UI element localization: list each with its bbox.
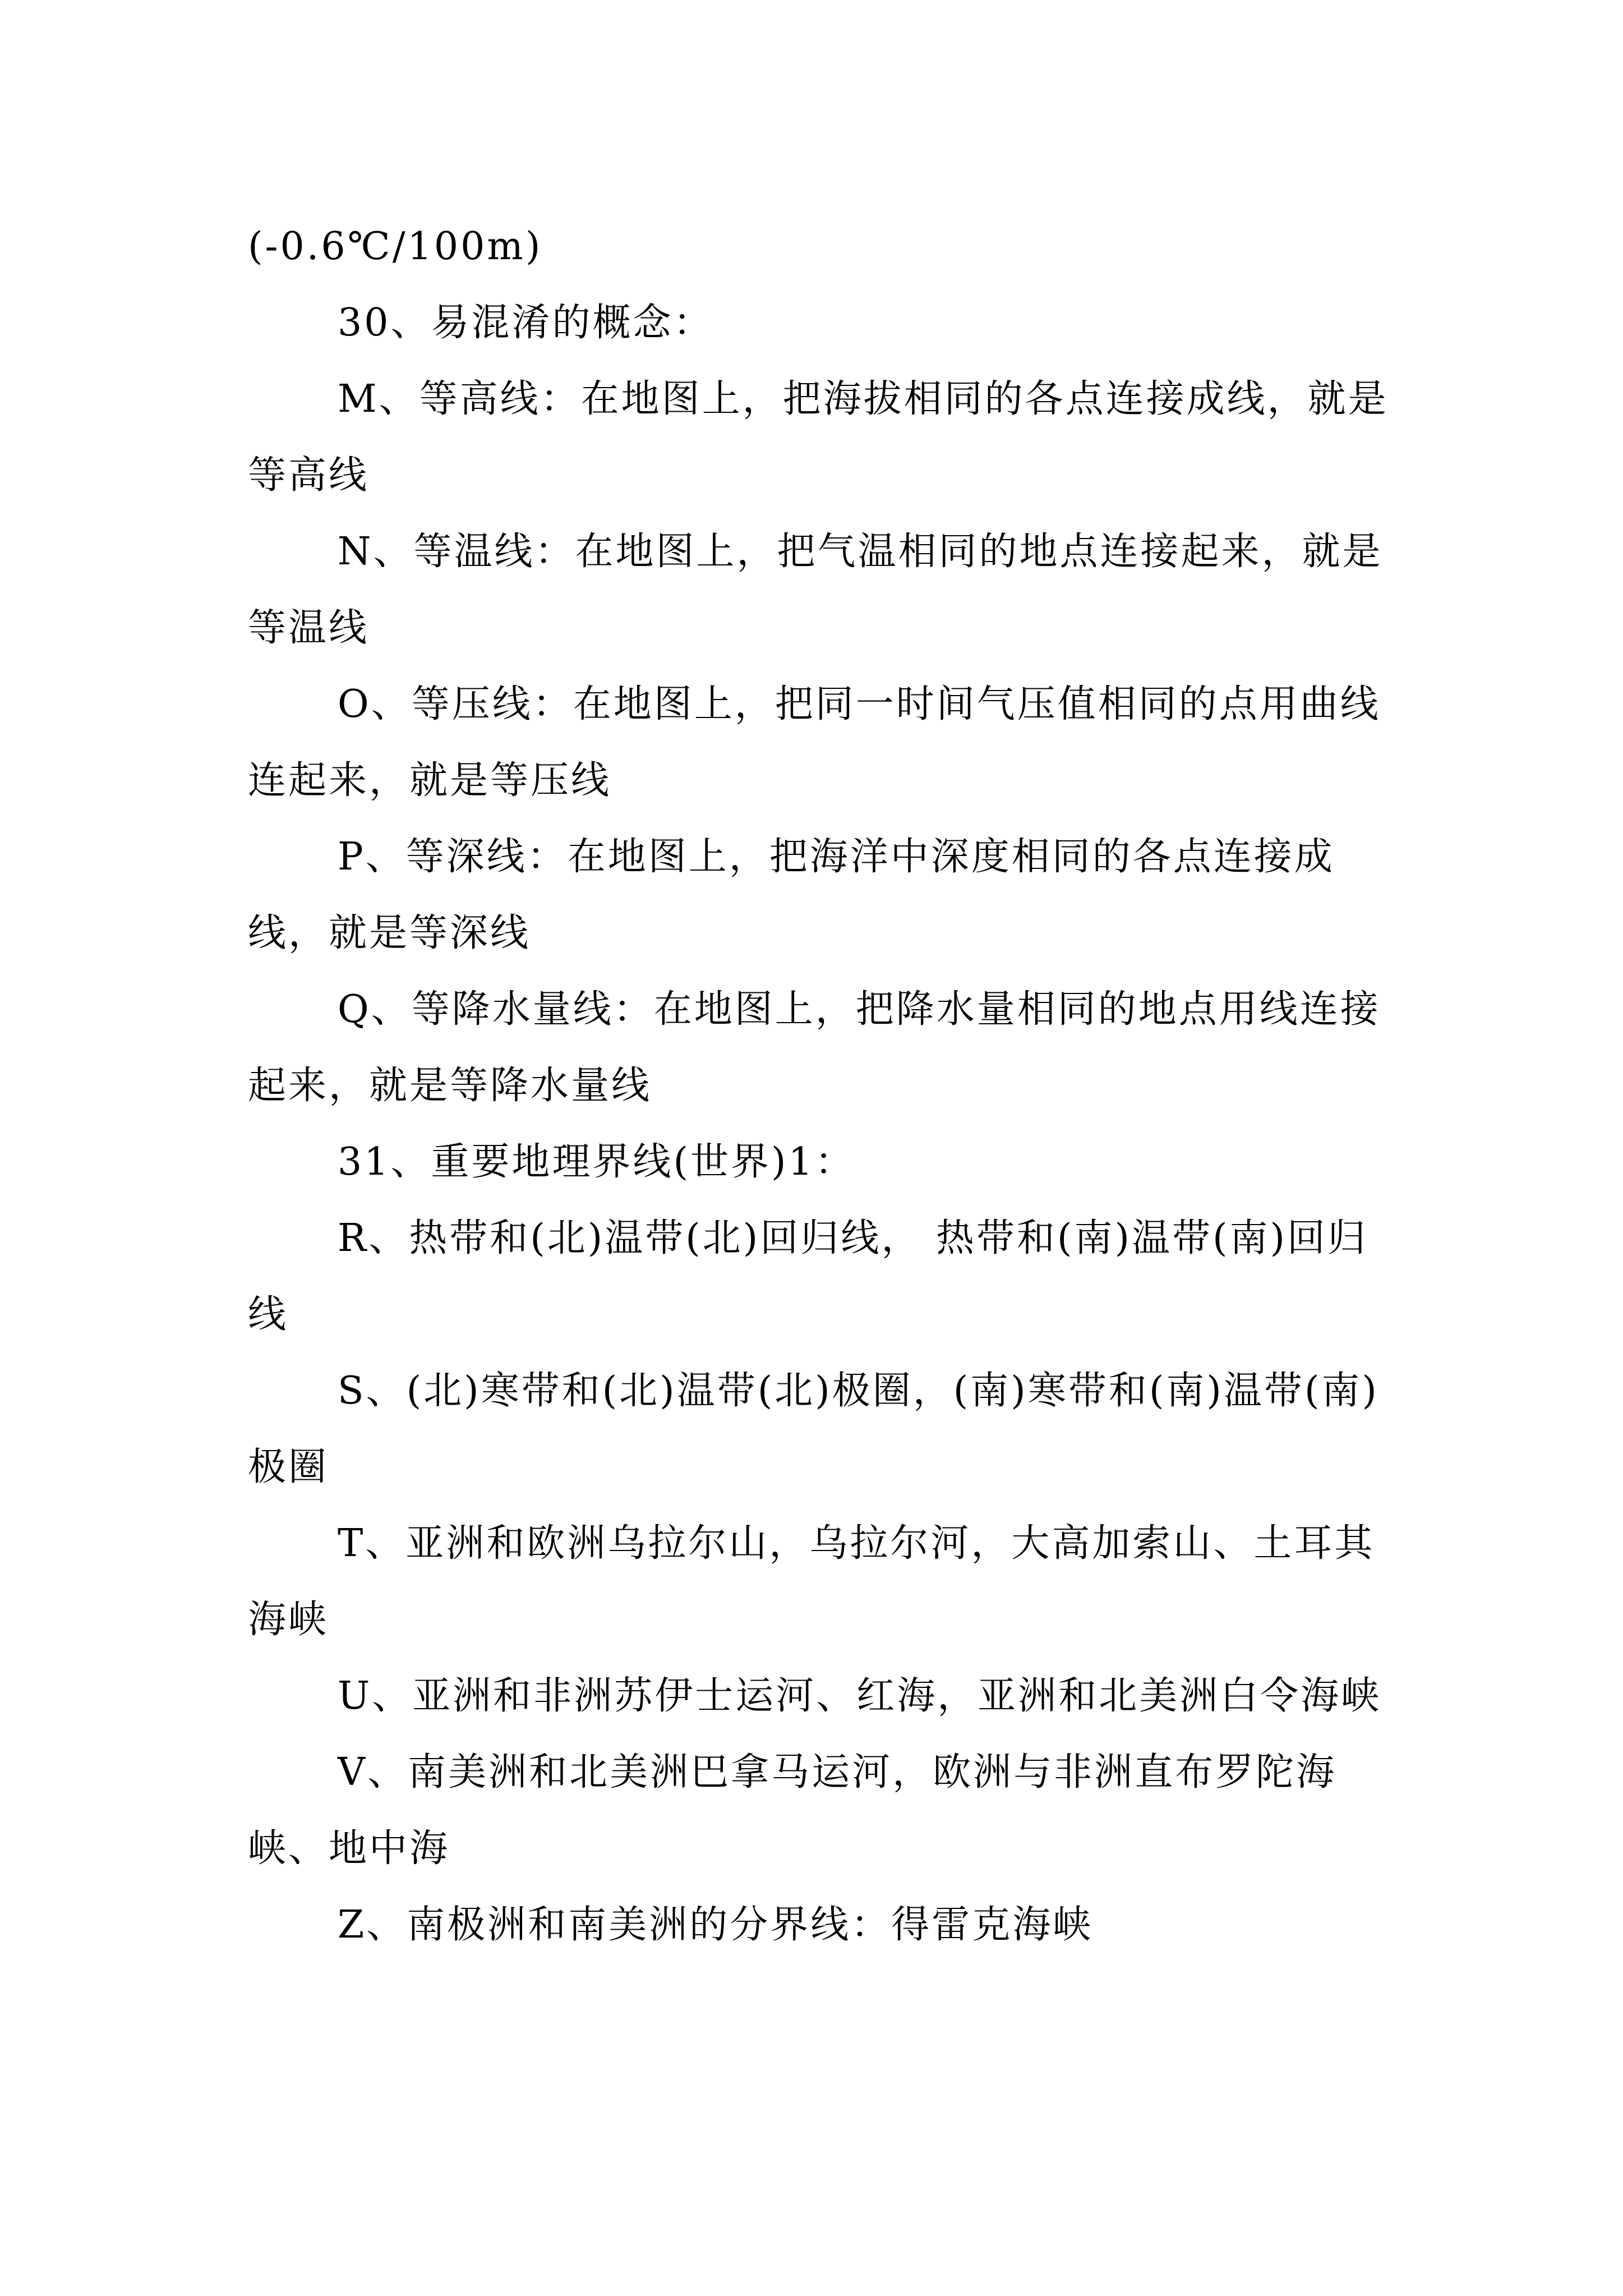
paragraph-heading-31: 31、重要地理界线(世界)1：: [338, 1140, 855, 1184]
document-body: [248, 209, 1398, 1963]
paragraph-heading-30: 30、易混淆的概念：: [338, 301, 714, 345]
paragraph-asia-africa: U、亚洲和非洲苏伊士运河、红海，亚洲和北美洲白令海峡: [338, 1674, 1382, 1718]
paragraph-asia-europe: T、亚洲和欧洲乌拉尔山，乌拉尔河，大高加索山、土耳其海峡: [248, 1521, 1375, 1642]
paragraph-isobath: P、等深线：在地图上，把海洋中深度相同的各点连接成线，就是等深线: [248, 835, 1335, 955]
paragraph-contour-line: M、等高线：在地图上，把海拔相同的各点连接成线，就是等高线: [248, 377, 1389, 498]
paragraph-tropics: R、热带和(北)温带(北)回归线， 热带和(南)温带(南)回归线: [248, 1216, 1368, 1337]
paragraph-unit-note: (-0.6℃/100m): [248, 224, 543, 269]
paragraph-isohyet: Q、等降水量线：在地图上，把降水量相同的地点用线连接起来，就是等降水量线: [248, 987, 1381, 1108]
paragraph-antarctica-south-america: Z、南极洲和南美洲的分界线：得雷克海峡: [338, 1903, 1094, 1947]
paragraph-isotherm: N、等温线：在地图上，把气温相同的地点连接起来，就是等温线: [248, 530, 1383, 650]
paragraph-americas-europe-africa: V、南美洲和北美洲巴拿马运河，欧洲与非洲直布罗陀海峡、地中海: [248, 1750, 1337, 1871]
paragraph-isobar: O、等压线：在地图上，把同一时间气压值相同的点用曲线连起来，就是等压线: [248, 682, 1381, 803]
paragraph-polar-circles: S、(北)寒带和(北)温带(北)极圈，(南)寒带和(南)温带(南)极圈: [248, 1369, 1379, 1489]
